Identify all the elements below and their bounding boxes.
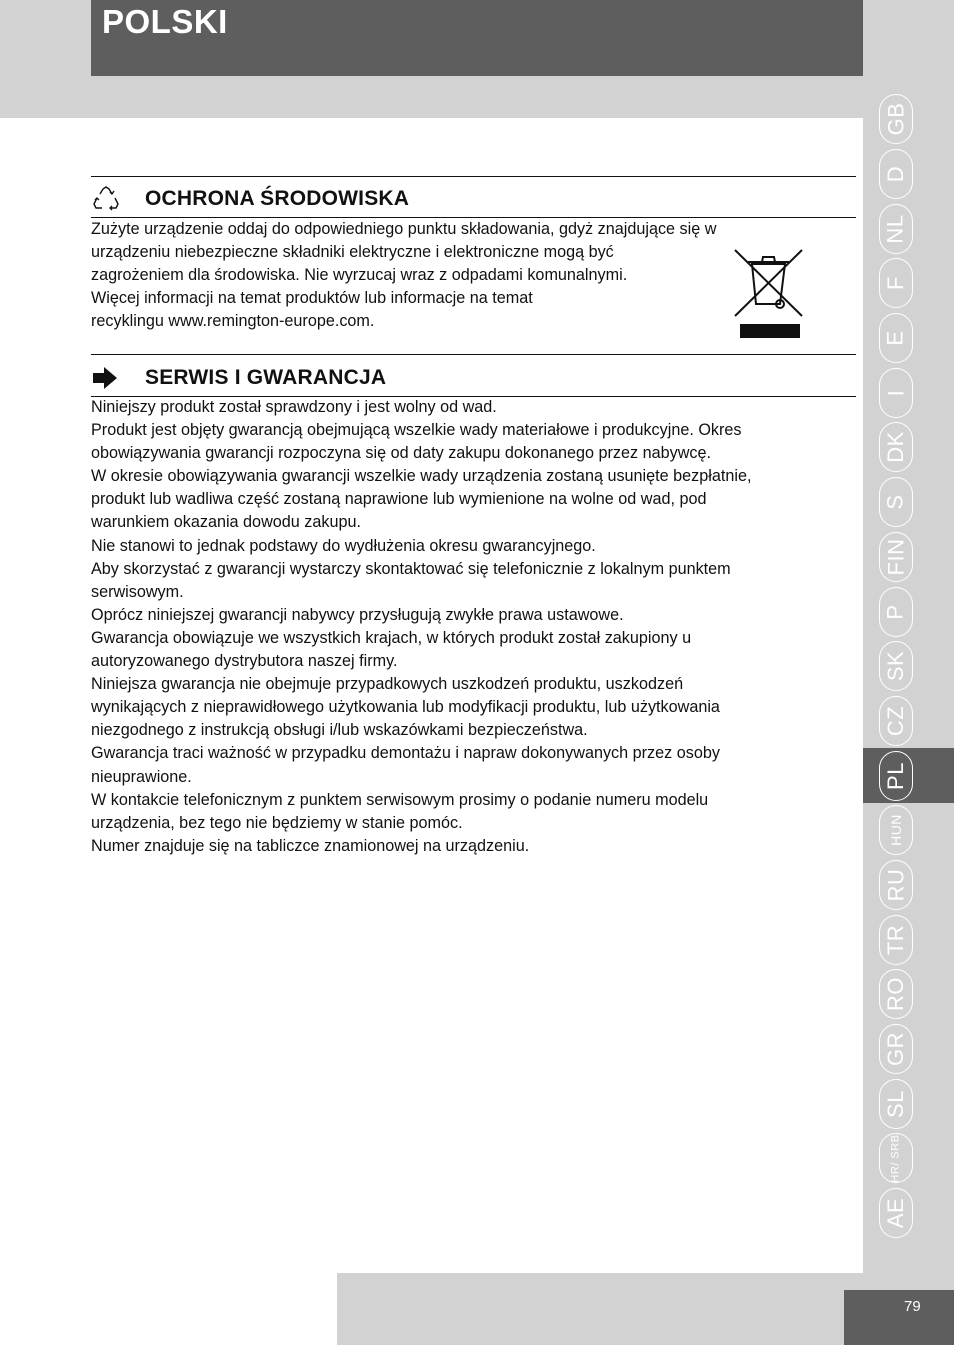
text-line: Gwarancja traci ważność w przypadku demontażu i napraw dokonywanych przez osoby [91,744,720,763]
text-line: niezgodnego z instrukcją obsługi i/lub wskazówkami bezpieczeństwa. [91,721,588,740]
text-line: warunkiem okazania dowodu zakupu. [91,513,361,532]
text-line: Produkt jest objęty gwarancją obejmującą wszelkie wady materiałowe i produkcyjne. Okres [91,421,742,440]
language-code: D [882,165,908,183]
text-line: Gwarancja obowiązuje we wszystkich krajach, w których produkt został zakupiony u [91,628,692,647]
text-line: nieuprawione. [91,767,192,786]
language-tab-d[interactable] [866,147,926,202]
language-code: P [883,603,908,620]
language-code: CZ [882,705,908,737]
language-code: RO [883,977,908,1012]
text-line: Nie stanowi to jednak podstawy do wydłużenia okresu gwarancyjnego. [91,536,596,555]
language-code: I [883,389,908,397]
language-tab-i[interactable] [866,365,926,420]
environment-text [91,218,716,333]
bottom-white-strip [0,1273,337,1345]
section-top-rule [91,354,856,355]
language-tab-f[interactable] [866,256,926,311]
language-tab-pl[interactable] [866,748,926,803]
language-code: RU [883,868,908,902]
language-code: GR [883,1032,908,1067]
text-line: urządzenia, bez tego nie będziemy w stanie pomóc. [91,813,463,832]
language-tab-gr[interactable] [866,1022,926,1077]
language-code: FIN [883,538,909,576]
language-tab-e[interactable] [866,311,926,366]
text-line: Zużyte urządzenie oddaj do odpowiedniego punktu składowania, gdyż znajdujące się w [91,220,717,238]
language-tab-gb[interactable] [866,92,926,147]
service-heading [91,363,386,393]
language-code: AE [882,1197,908,1229]
text-line: recyklingu www.remington-europe.com. [91,312,375,331]
page-number: 79 [904,1298,921,1315]
language-code: SL [882,1089,908,1118]
text-line: Oprócz niniejszej gwarancji nabywcy przysługują zwykłe prawa ustawowe. [91,605,624,624]
environment-heading [91,184,409,214]
service-text [91,396,751,858]
language-tab-hr-srb[interactable] [866,1131,926,1186]
text-line: autoryzowanego dystrybutora naszej firmy. [91,652,398,671]
page-number-box [844,1290,954,1345]
language-tab-fin[interactable] [866,530,926,585]
service-heading-text: SERWIS I GWARANCJA [145,366,387,389]
language-code: DK [883,431,908,464]
text-line: W kontakcie telefonicznym z punktem serwisowym prosimy o podanie numeru modelu [91,790,709,809]
language-tab-p[interactable] [866,584,926,639]
language-tab-nl[interactable] [866,201,926,256]
section-top-rule [91,176,856,177]
language-code: SK [882,651,908,682]
arrow-right-icon [91,363,121,393]
language-code: HUN [888,814,904,847]
language-tab-ae[interactable] [866,1186,926,1241]
text-line: urządzeniu niebezpieczne składniki elektryczne i elektroniczne mogą być [91,243,614,262]
language-tab-sk[interactable] [866,639,926,694]
language-code: E [883,330,908,346]
language-code: F [882,276,908,291]
text-line: serwisowym. [91,582,184,601]
language-code: PL [882,761,908,790]
text-line: zagrożeniem dla środowiska. Nie wyrzucaj wraz z odpadami komunalnymi. [91,266,628,285]
text-line: wynikających z nieprawidłowego użytkowania lub modyfikacji produktu, lub użytkowania [91,698,720,717]
language-code: NL [883,214,908,244]
text-line: Niniejszy produkt został sprawdzony i jest wolny od wad. [91,398,497,416]
language-tab-ro[interactable] [866,967,926,1022]
language-tab-s[interactable] [866,475,926,530]
language-tab-sl[interactable] [866,1076,926,1131]
page-title: POLSKI [102,3,228,40]
text-line: Aby skorzystać z gwarancji wystarczy skontaktować się telefonicznie z lokalnym punktem [91,559,731,578]
text-line: Więcej informacji na temat produktów lub informacje na temat [91,289,533,308]
language-tab-cz[interactable] [866,694,926,749]
header-bar [91,0,863,76]
recycle-icon [91,184,121,214]
text-line: Niniejsza gwarancja nie obejmuje przypadkowych uszkodzeń produktu, uszkodzeń [91,675,684,694]
language-code: HR/ SRB [889,1134,902,1183]
language-tab-dk[interactable] [866,420,926,475]
crossed-bin-icon [730,246,808,340]
language-code: S [883,494,908,510]
language-tabs [866,92,926,1242]
text-line: produkt lub wadliwa część zostaną naprawione lub wymienione na wolne od wad, pod [91,490,707,509]
language-tab-hun[interactable] [866,803,926,858]
language-tab-tr[interactable] [866,912,926,967]
language-code: GB [883,102,909,136]
language-tab-ru[interactable] [866,858,926,913]
language-code: TR [882,924,908,955]
text-line: Numer znajduje się na tabliczce znamionowej na urządzeniu. [91,836,530,855]
text-line: obowiązywania gwarancji rozpoczyna się od daty zakupu dokonanego przez nabywcę. [91,444,711,463]
text-line: W okresie obowiązywania gwarancji wszelkie wady urządzenia zostaną usunięte bezpłatnie, [91,467,752,486]
environment-heading-text: OCHRONA ŚRODOWISKA [145,187,410,210]
